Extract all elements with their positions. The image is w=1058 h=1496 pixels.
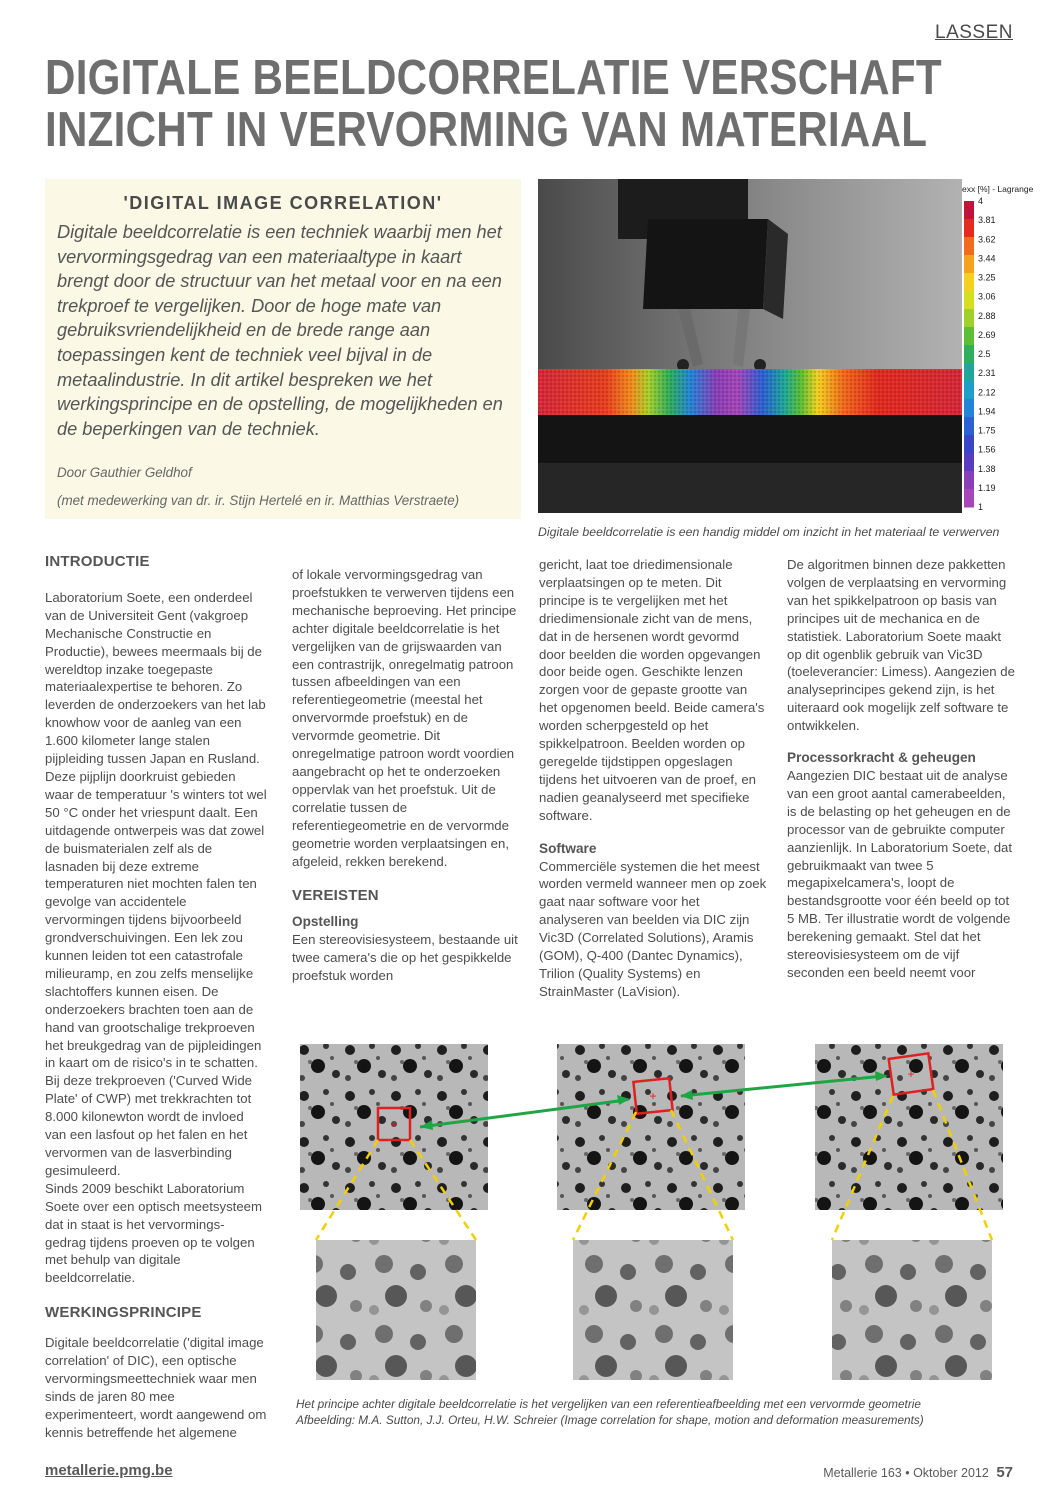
legend-tick-label: 1.56: [978, 444, 996, 455]
legend-tick-label: 3.44: [978, 253, 996, 264]
col3-paragraph-1: gericht, laat toe driedimensionale verplaatsingen op te meten. Dit principe is te vergelijken met het driedimensionale zicht van de mens, dat in de hersenen wordt gevormd door beelden die worden opgevangen door beide ogen. Geschikte lenzen zorgen voor de gepaste grootte van het opgenomen beeld. Beide camera's worden scherpgesteld op het spikkelpatroon. Beelden worden op geregelde tijdstippen opgeslagen tijdens het uitvoeren van de proef, en nadien geanalyseerd met specifieke software.: [539, 557, 765, 823]
contributors: (met medewerking van dr. ir. Stijn Hertelé en ir. Matthias Verstraete): [57, 493, 460, 509]
figure-caption-line-2: Afbeelding: M.A. Sutton, J.J. Orteu, H.W. Schreier (Image correlation for shape, motion and deformation measurements): [296, 1413, 924, 1427]
headline: [45, 51, 942, 157]
section-tag: LASSEN: [935, 22, 1013, 43]
heading-opstelling: Opstelling: [292, 914, 359, 930]
heading-software: Software: [539, 840, 597, 856]
hero-photo: [538, 179, 1034, 513]
legend-tick-label: 3.81: [978, 215, 996, 226]
legend-tick-label: 2.69: [978, 329, 996, 340]
legend-swatch: [964, 471, 974, 490]
legend-swatch: [964, 309, 974, 328]
color-legend: [964, 201, 974, 508]
legend-swatch: [964, 381, 974, 400]
legend-tick-label: 1.38: [978, 463, 996, 474]
footer-site-link[interactable]: metallerie.pmg.be: [45, 1462, 173, 1479]
legend-tick-label: 1: [978, 502, 984, 512]
legend-swatch: [964, 417, 974, 436]
figure-caption: [296, 1396, 1014, 1428]
column-3: [539, 556, 767, 1001]
werking-paragraph: Digitale beeldcorrelatie ('digital image correlation' of DIC), een optische vervormingsmeettechniek waar men sinds de jaren 80 mee experimenteert, wordt aangewend om kennis betreffende het algemene: [45, 1335, 267, 1440]
legend-tick-label: 1.19: [978, 482, 996, 493]
legend-tick-label: 4: [978, 196, 984, 206]
legend-tick-label: 3.06: [978, 291, 996, 302]
intro-box: [45, 179, 521, 519]
svg-text:+: +: [390, 1117, 398, 1131]
legend-swatch: [964, 435, 974, 454]
column-2: [292, 566, 520, 985]
legend-swatch: [964, 399, 974, 418]
col4-paragraph-1: De algoritmen binnen deze pakketten volgen de verplaatsing en vervorming van het spikkelpatroon op basis van principes uit de mechanica en de statistiek. Laboratorium Soete maakt op dit ogenblik gebruik van Vic3D (toeleverancier: Limess). Aangezien de analyseprincipes gekend zijn, is het uiteraard ook mogelijk zelf software te ontwikkelen.: [787, 557, 1015, 734]
column-1: [45, 553, 267, 1442]
col4-paragraph-2: Aangezien DIC bestaat uit de analyse van een groot aantal camerabeelden, is de belasting op het geheugen en de processor van de gebruikte computer aanzienlijk. In Laboratorium Soete, dat gebruikmaakt van twee 5 megapixelcamera's, loopt de bestandsgrootte voor één beeld op tot 5 MB. Ter illustratie wordt de volgende berekening gemaakt. Stel dat het stereovisiesysteem om de vijf seconden een beeld neemt voor: [787, 767, 1013, 980]
headline-line-2: INZICHT IN VERVORMING VAN MATERIAAL: [45, 103, 928, 157]
heading-processorkracht: Processorkracht & geheugen: [787, 750, 976, 766]
intro-lead: Digitale beeldcorrelatie is een techniek waarbij men het vervormingsgedrag van een materiaaltype in kaart brengt door de structuur van het metaal voor en na een trekproef te vergelijken. Door de hoge mate van gebruiksvriendelijkheid en de brede range aan toepassingen kent de techniek veel bijval in de metaalindustrie. In dit artikel bespreken we het werkingsprincipe en de opstelling, de mogelijkheden en de beperkingen van de techniek.: [57, 222, 503, 439]
headline-line-1: DIGITALE BEELDCORRELATIE VERSCHAFT: [45, 51, 942, 105]
legend-swatch: [964, 255, 974, 274]
legend-swatch: [964, 237, 974, 256]
intro-box-title: 'DIGITAL IMAGE CORRELATION': [123, 193, 443, 213]
col2-paragraph-1: of lokale vervormingsgedrag van proefstukken te verwerven tijdens een mechanische beproeving. Het principe achter digitale beeldcorrelatie is het vergelijken van de grijswaarden van een contrastrijk, onregelmatig patroon tussen afbeeldingen van een referentiegeometrie (meestal het onvervormde proefstuk) en de vervormde geometrie. Dit onregelmatige patroon wordt voordien aangebracht op het te onderzoeken oppervlak van het proefstuk. Uit de correlatie tussen de referentiegeometrie en de vervormde geometrie worden verplaatsingen en, afgeleid, rekken berekend.: [292, 567, 517, 869]
legend-swatch: [964, 363, 974, 382]
intro-paragraph-2: Sinds 2009 beschikt Laboratorium Soete over een optisch meetsysteem dat in staat is het vervormings- gedrag tijdens proeven op te volgen met behulp van digitale beeldcorrelatie.: [45, 1180, 262, 1286]
legend-swatch: [964, 201, 974, 220]
legend-swatch: [964, 327, 974, 346]
legend-swatch: [964, 273, 974, 292]
heading-introductie: INTRODUCTIE: [45, 553, 150, 570]
heading-vereisten: VEREISTEN: [292, 887, 379, 905]
col2-paragraph-2: Een stereovisiesysteem, bestaande uit twee camera's die op het gespikkelde proefstuk worden: [292, 932, 518, 984]
legend-tick-label: 3.25: [978, 272, 996, 283]
legend-swatch: [964, 219, 974, 238]
heading-werkingsprincipe: WERKINGSPRINCIPE: [45, 1304, 202, 1322]
column-4: [787, 556, 1015, 982]
svg-text:+: +: [907, 1067, 915, 1081]
dic-principle-figure: [296, 1040, 1014, 1390]
hero-caption: Digitale beeldcorrelatie is een handig middel om inzicht in het materiaal te verwerven: [538, 525, 1000, 539]
dic-principle-illustration: [296, 1040, 1014, 1390]
intro-paragraph-1: Laboratorium Soete, een onderdeel van de Universiteit Gent (vakgroep Mechanische Constructie en Productie), bewees meermaals bij de wereldtop inzake toegepaste materiaalexpertise te behoren. Zo leverden de onderzoekers van het lab knowhow voor de aanleg van een 1.600 kilometer lange stalen pijpleiding tussen Japan en Rusland. Deze pijplijn doorkruist gebieden waar de temperatuur 's winters tot wel 50 °C onder het vriespunt daalt. Een uitdagende ontwerpeis was dat zowel de buismaterialen zelf als de lasnaden bij deze extreme temperaturen niet mochten falen ten gevolge van accidentele vervormingen tijdens bijvoorbeeld grondverschuivingen. Een lek zou kunnen leiden tot een catastrofale milieuramp, en zou zelfs menselijke slachtoffers kunnen eisen. De onderzoekers brachten toen aan de hand van grootschalige trekproeven het breukgedrag van de pijpleidingen in kaart om de risico's in te schatten. Bij deze trekproeven ('Curved Wide Plate' of CWP) met trekkrachten tot 8.000 kilonewton wordt de invloed van een lasfout op het falen en het vervormen van de lasverbinding gesimuleerd.: [45, 589, 267, 1178]
footer-issue: [823, 1464, 1013, 1481]
legend-tick-label: 2.12: [978, 387, 996, 398]
legend-tick-label: 1.94: [978, 406, 996, 417]
col3-paragraph-2: Commerciële systemen die het meest worden vermeld wanneer men op zoek gaat naar software voor het analyseren van beelden via DIC zijn Vic3D (Correlated Solutions), Aramis (GOM), Q-400 (Dantec Dynamics), Trilion (Quality Systems) en StrainMaster (LaVision).: [539, 858, 767, 999]
legend-tick-label: 2.31: [978, 368, 996, 379]
svg-text:+: +: [649, 1089, 657, 1103]
figure-caption-line-1: Het principe achter digitale beeldcorrelatie is het vergelijken van een referentieafbeelding met een vervormde geometrie: [296, 1397, 921, 1411]
legend-swatch: [964, 453, 974, 472]
legend-tick-label: 2.5: [978, 349, 991, 359]
legend-swatch: [964, 489, 974, 508]
legend-title: exx [%] - Lagrange: [962, 184, 1034, 194]
legend-tick-label: 1.75: [978, 425, 996, 436]
footer-issue-label: Metallerie 163 • Oktober 2012: [823, 1466, 989, 1480]
author: Door Gauthier Geldhof: [57, 465, 192, 481]
page-number: 57: [996, 1464, 1013, 1481]
legend-tick-label: 3.62: [978, 234, 996, 245]
byline: [57, 459, 509, 515]
hero-photo-illustration: [538, 179, 1034, 513]
legend-tick-label: 2.88: [978, 310, 996, 321]
legend-swatch: [964, 345, 974, 364]
legend-swatch: [964, 291, 974, 310]
